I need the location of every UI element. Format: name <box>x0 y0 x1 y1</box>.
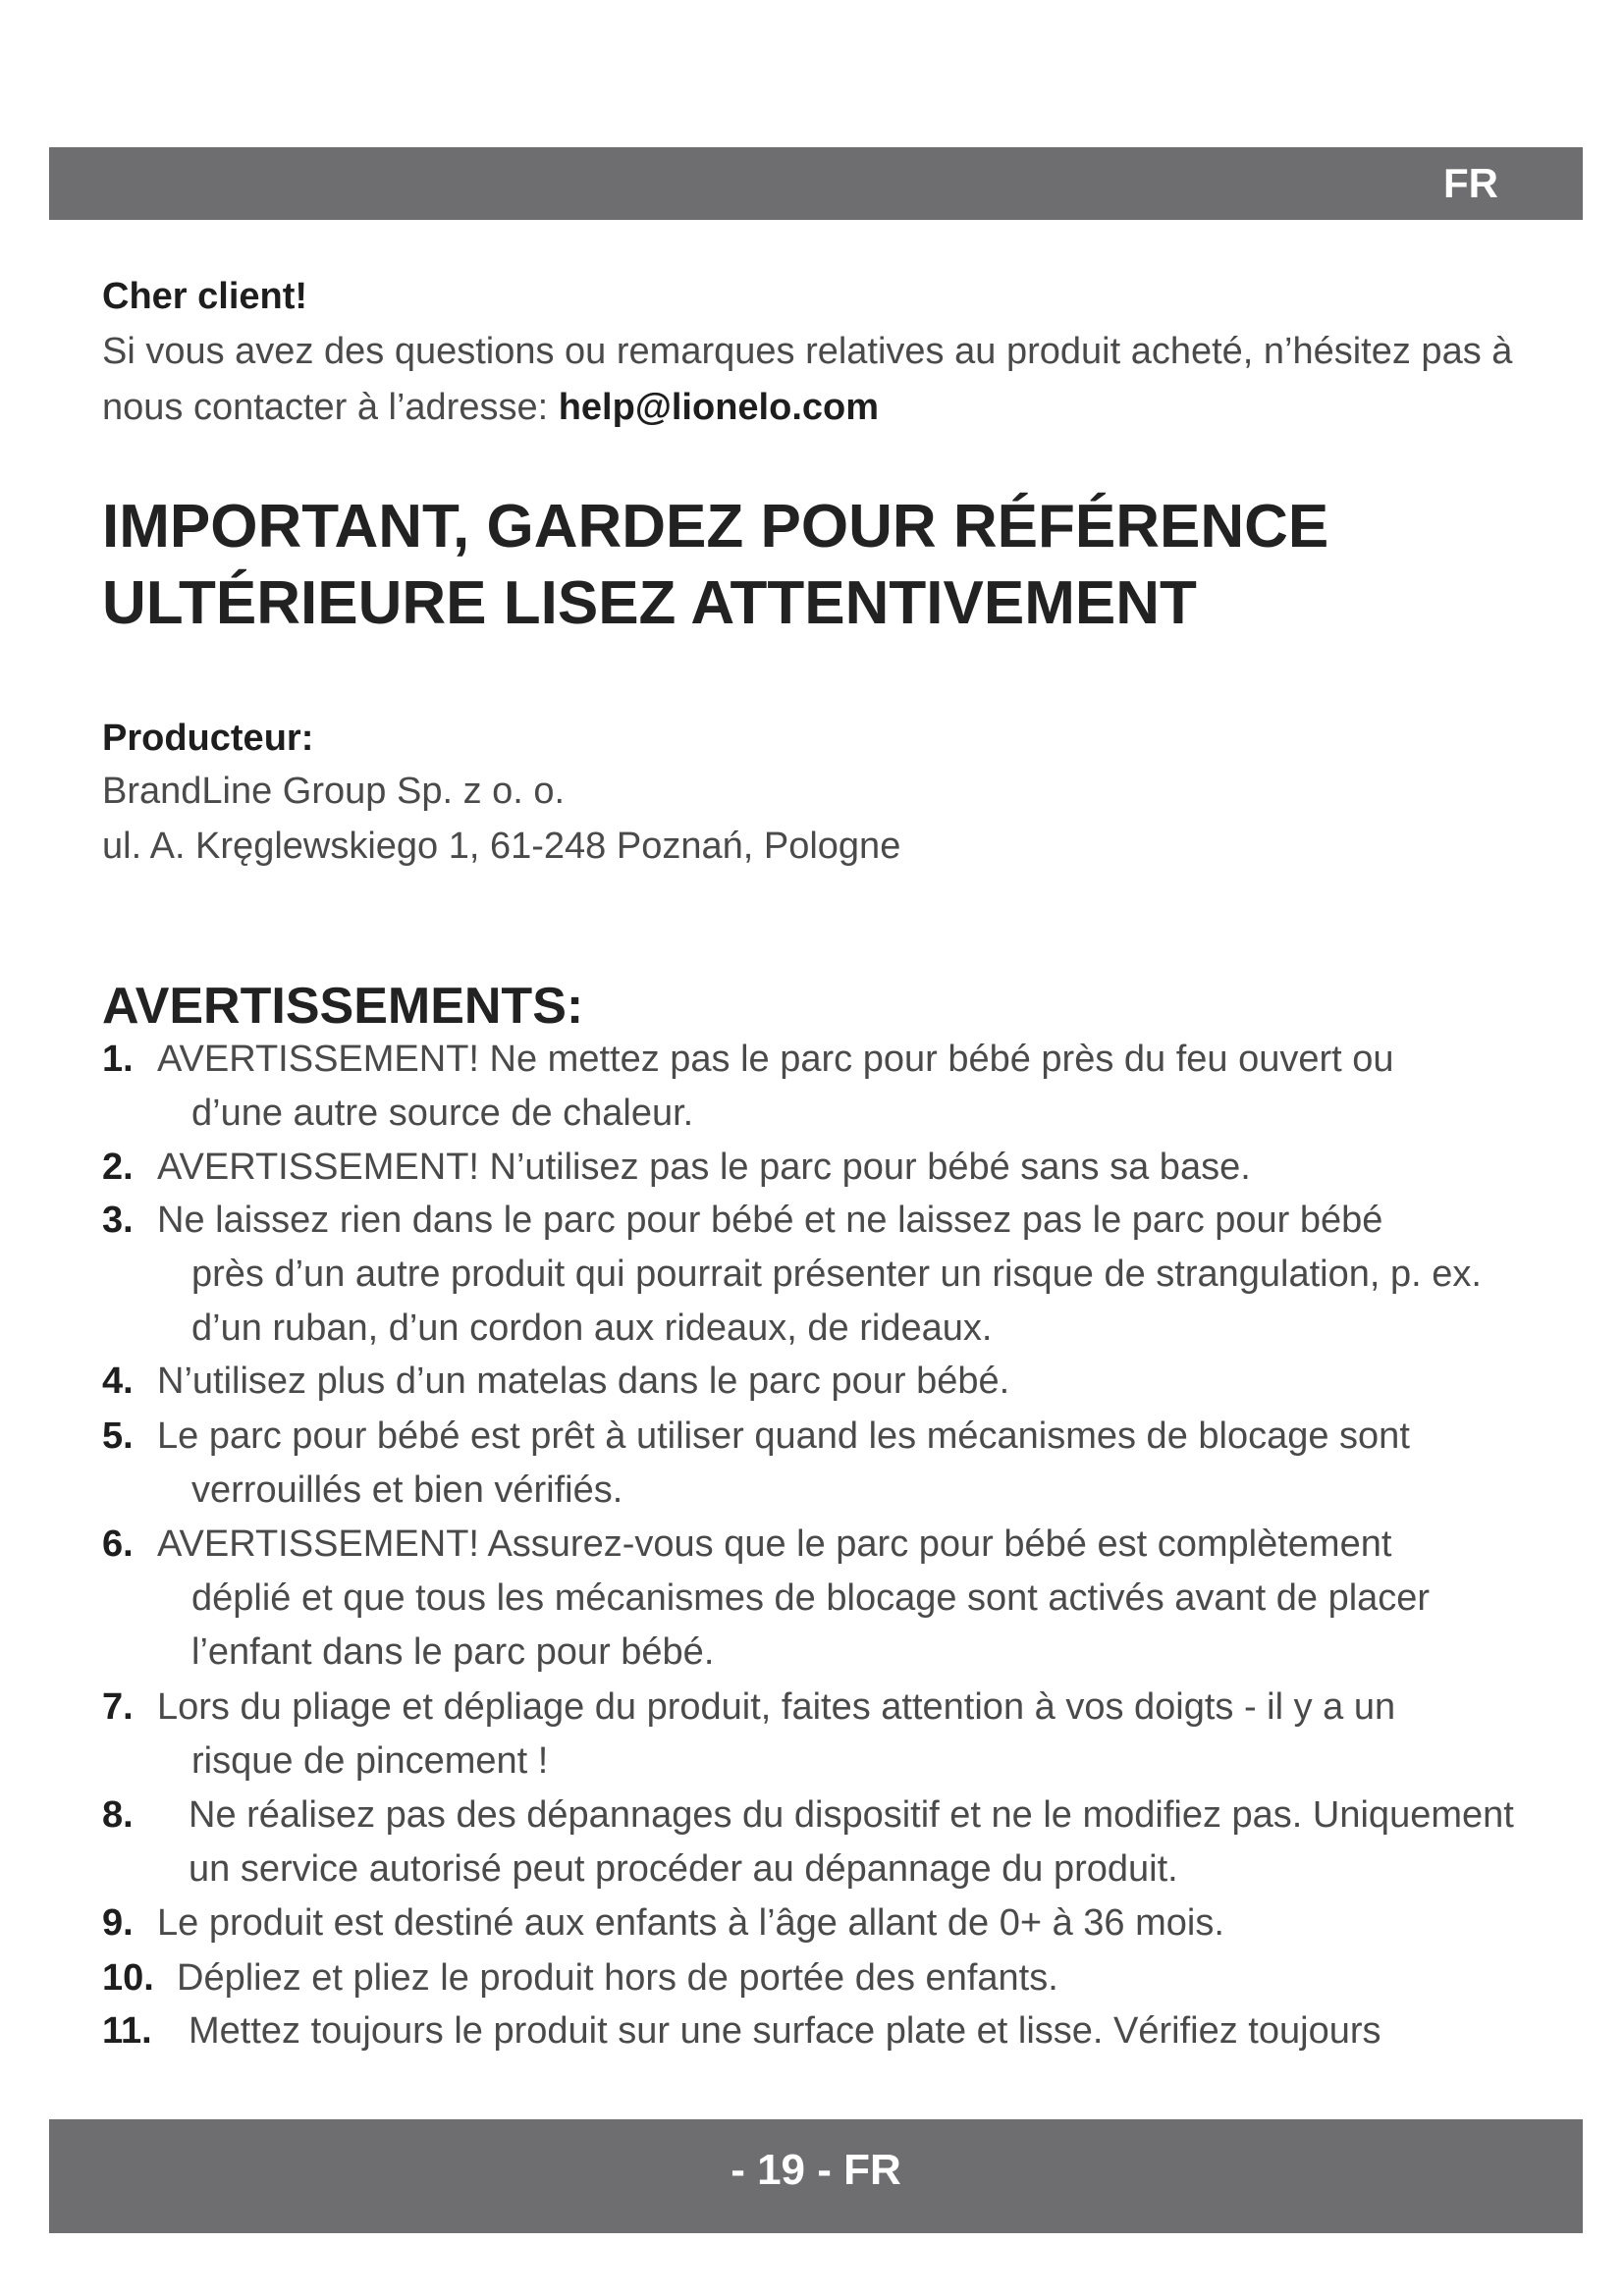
warning-number: 1. <box>102 1039 134 1080</box>
warning-number: 6. <box>102 1523 134 1565</box>
producer-address: ul. A. Kręglewskiego 1, 61-248 Poznań, Pologne <box>102 826 901 867</box>
page-number: - 19 - FR <box>731 2146 901 2194</box>
warning-text: Mettez toujours le produit sur une surface plate et lisse. Vérifiez toujours <box>189 2010 1381 2052</box>
warning-item-5 <box>102 1410 1555 1518</box>
warning-text: AVERTISSEMENT! Assurez-vous que le parc pour bébé est complètement <box>157 1523 1392 1565</box>
warning-item-11 <box>102 2004 1555 2058</box>
warning-item-6 <box>102 1518 1555 1680</box>
warning-item-3 <box>102 1194 1555 1356</box>
language-label: FR <box>1443 160 1498 206</box>
warning-text-continued: d’une autre source de chaleur. <box>191 1093 694 1134</box>
warning-text-continued: un service autorisé peut procéder au dépannage du produit. <box>189 1848 1178 1890</box>
warning-item-1 <box>102 1033 1555 1141</box>
warning-text: Dépliez et pliez le produit hors de portée des enfants. <box>177 1957 1058 1999</box>
greeting-body: Si vous avez des questions ou remarques relatives au produit acheté, n’hésitez pas à nous contacter à l’adresse: <box>102 331 1513 428</box>
warning-number: 8. <box>102 1794 134 1836</box>
warning-number: 11. <box>102 2010 152 2052</box>
warning-text-continued: risque de pincement ! <box>191 1740 549 1782</box>
warning-text: Ne réalisez pas des dépannages du dispositif et ne le modifiez pas. Uniquement <box>189 1794 1514 1836</box>
warning-item-10 <box>102 1951 1555 2005</box>
greeting-title: Cher client! <box>102 276 308 317</box>
warning-text: AVERTISSEMENT! Ne mettez pas le parc pour bébé près du feu ouvert ou <box>157 1039 1394 1080</box>
warning-item-7 <box>102 1681 1555 1789</box>
warning-text-continued: déplié et que tous les mécanismes de blocage sont activés avant de placer l’enfant dans le parc pour bébé. <box>191 1577 1431 1673</box>
header-bar <box>49 147 1583 220</box>
warning-number: 9. <box>102 1902 134 1944</box>
warning-text: AVERTISSEMENT! N’utilisez pas le parc pour bébé sans sa base. <box>157 1147 1251 1188</box>
warning-text: Le produit est destiné aux enfants à l’âge allant de 0+ à 36 mois. <box>157 1902 1224 1944</box>
warning-text: Ne laissez rien dans le parc pour bébé et ne laissez pas le parc pour bébé <box>157 1200 1383 1241</box>
warning-number: 4. <box>102 1361 134 1402</box>
warning-text: N’utilisez plus d’un matelas dans le parc pour bébé. <box>157 1361 1010 1402</box>
warning-number: 7. <box>102 1686 134 1728</box>
warning-text: Lors du pliage et dépliage du produit, faites attention à vos doigts - il y a un <box>157 1686 1396 1728</box>
warning-item-8 <box>102 1789 1555 1896</box>
warning-item-9 <box>102 1896 1555 1950</box>
main-heading-line-2: ULTÉRIEURE LISEZ ATTENTIVEMENT <box>102 569 1197 637</box>
producer-title: Producteur: <box>102 718 314 759</box>
greeting-text <box>102 324 1536 436</box>
main-heading-line-1: IMPORTANT, GARDEZ POUR RÉFÉRENCE <box>102 493 1329 561</box>
footer-bar <box>49 2119 1583 2233</box>
warning-text-continued: verrouillés et bien vérifiés. <box>191 1469 623 1511</box>
warning-number: 10. <box>102 1957 154 1999</box>
warning-item-4 <box>102 1355 1555 1409</box>
warning-item-2 <box>102 1141 1555 1195</box>
warnings-title: AVERTISSEMENTS: <box>102 978 584 1035</box>
support-email: help@lionelo.com <box>558 387 880 428</box>
warning-number: 2. <box>102 1147 134 1188</box>
warning-text-continued: près d’un autre produit qui pourrait présenter un risque de strangulation, p. ex. d’un ruban, d’un cordon aux rideaux, de rideaux. <box>191 1254 1482 1349</box>
main-heading <box>102 489 1555 642</box>
warning-number: 5. <box>102 1415 134 1457</box>
warning-text: Le parc pour bébé est prêt à utiliser quand les mécanismes de blocage sont <box>157 1415 1410 1457</box>
warning-number: 3. <box>102 1200 134 1241</box>
producer-company: BrandLine Group Sp. z o. o. <box>102 771 566 812</box>
